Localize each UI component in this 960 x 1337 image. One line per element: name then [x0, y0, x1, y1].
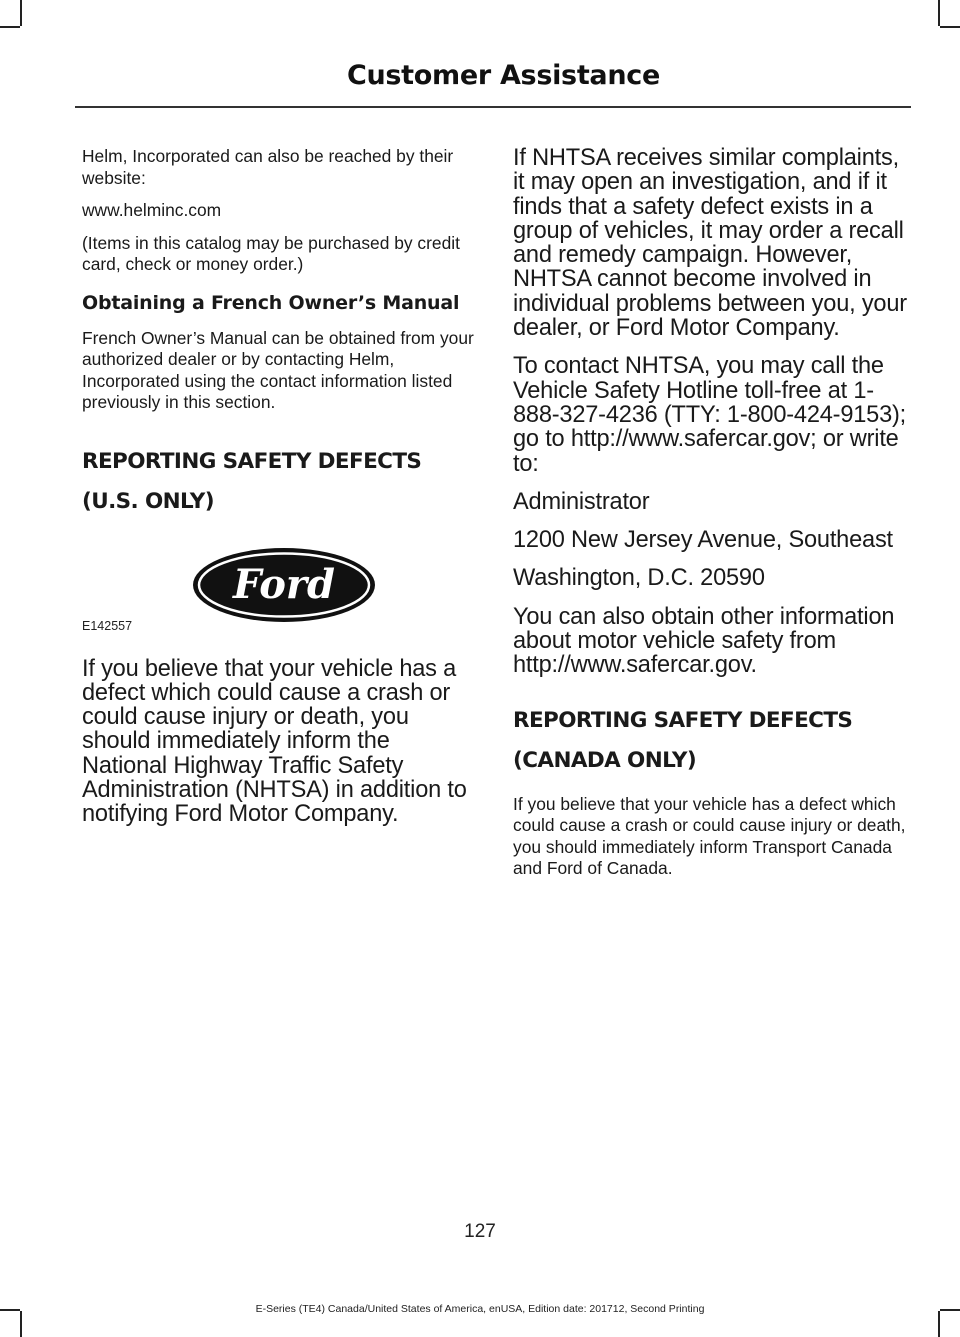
edition-info: E-Series (TE4) Canada/United States of America, enUSA, Edition date: 201712, Second Printing [255, 1303, 705, 1315]
ford-logo-figure [82, 533, 474, 641]
us-defect-text: If you believe that your vehicle has a defect which could cause a crash or could cause injury or death, you should immediately inform the National Highway Traffic Safety Administration (NHTSA) in addition to notifying Ford Motor Company. [82, 655, 467, 828]
page-number: 127 [464, 1221, 496, 1242]
address-line-1: Administrator [513, 488, 650, 515]
crop-mark [20, 0, 22, 26]
safety-info-text: You can also obtain other information about motor vehicle safety from http://www.safercar.gov. [513, 603, 895, 679]
french-manual-text: French Owner’s Manual can be obtained from your authorized dealer or by contacting Helm, Incorporated using the contact information listed previously in this section. [82, 327, 474, 412]
left-column [82, 146, 474, 841]
ford-logo-lettering: Ford [233, 560, 335, 608]
helm-website-intro: Helm, Incorporated can also be reached by their website: [82, 146, 454, 188]
nhtsa-contact-text: To contact NHTSA, you may call the Vehicle Safety Hotline toll-free at 1-888-327-4236 (TTY: 1-800-424-9153); go to http://www.safercar.gov; or write to: [513, 353, 907, 477]
helm-website-url: www.helminc.com [82, 200, 222, 220]
right-column [513, 146, 909, 891]
crop-mark [940, 26, 960, 28]
nhtsa-investigation-text: If NHTSA receives similar complaints, it may open an investigation, and if it finds that a safety defect exists in a group of vehicles, it may order a recall and remedy campaign. However, NHTSA cannot become involved in individual problems between you, your dealer, or Ford Motor Company. [513, 145, 907, 342]
header-divider [75, 106, 911, 108]
address-line-3: Washington, D.C. 20590 [513, 565, 765, 592]
crop-mark [938, 0, 940, 26]
us-section-title-line1: REPORTING SAFETY DEFECTS [82, 448, 422, 474]
french-manual-heading: Obtaining a French Owner’s Manual [82, 291, 460, 314]
us-section-title-line2: (U.S. ONLY) [82, 488, 215, 514]
canada-section-title-line2: (CANADA ONLY) [513, 747, 697, 773]
canada-section-title-line1: REPORTING SAFETY DEFECTS [513, 707, 853, 733]
image-code: E142557 [82, 618, 133, 633]
canada-defect-text: If you believe that your vehicle has a defect which could cause a crash or could cause injury or death, you should immediately inform Transport Canada and Ford of Canada. [513, 793, 906, 879]
ford-logo-icon [192, 547, 376, 623]
address-line-2: 1200 New Jersey Avenue, Southeast [513, 527, 893, 554]
catalog-payment-note: (Items in this catalog may be purchased by credit card, check or money order.) [82, 232, 460, 274]
page-title: Customer Assistance [346, 60, 660, 91]
crop-mark [0, 26, 20, 28]
